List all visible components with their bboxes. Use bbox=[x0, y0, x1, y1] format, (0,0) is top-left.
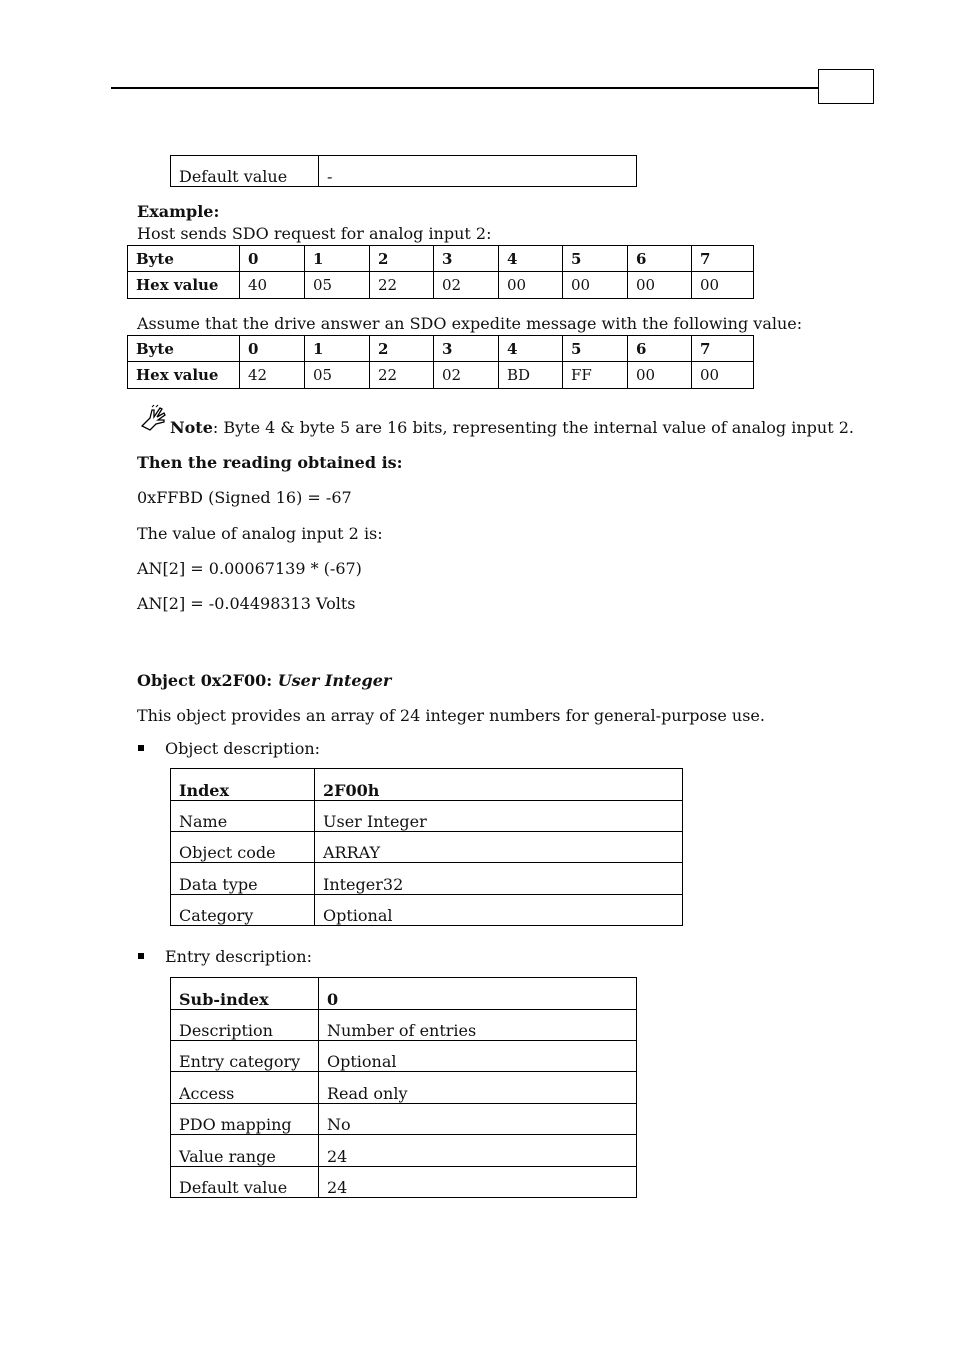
sdo-request-table bbox=[127, 245, 754, 299]
hex-cell: BD bbox=[499, 362, 563, 389]
object-desc-label: Object description: bbox=[165, 739, 321, 758]
byte-cell: 3 bbox=[434, 336, 499, 362]
entry-desc-label: Entry description: bbox=[165, 947, 312, 966]
table-value: 2F00h bbox=[315, 769, 683, 801]
default-value-value: - bbox=[319, 156, 637, 187]
byte-cell: 0 bbox=[240, 246, 305, 272]
hex-label: Hex value bbox=[128, 362, 240, 389]
hex-cell: 00 bbox=[499, 272, 563, 299]
byte-cell: 0 bbox=[240, 336, 305, 362]
example-heading: Example: bbox=[137, 202, 220, 221]
object-description-table bbox=[170, 768, 683, 926]
table-key: Entry category bbox=[171, 1041, 319, 1072]
byte-cell: 2 bbox=[370, 246, 434, 272]
byte-label: Byte bbox=[128, 336, 240, 362]
reading-heading: Then the reading obtained is: bbox=[137, 453, 403, 472]
hex-cell: 22 bbox=[370, 272, 434, 299]
analog-formula: AN[2] = 0.00067139 * (-67) bbox=[137, 559, 362, 578]
entry-description-table bbox=[170, 977, 637, 1198]
hex-cell: 22 bbox=[370, 362, 434, 389]
note-line bbox=[170, 418, 854, 437]
table-value: User Integer bbox=[315, 801, 683, 832]
hex-cell: 42 bbox=[240, 362, 305, 389]
table-key: Sub-index bbox=[171, 978, 319, 1010]
table-value: No bbox=[319, 1104, 637, 1135]
object-description: This object provides an array of 24 integer numbers for general-purpose use. bbox=[137, 706, 765, 725]
byte-cell: 3 bbox=[434, 246, 499, 272]
object-title-italic: User Integer bbox=[277, 671, 392, 690]
hex-cell: 00 bbox=[692, 272, 754, 299]
table-value: 0 bbox=[319, 978, 637, 1010]
table-key: Access bbox=[171, 1072, 319, 1104]
table-key: PDO mapping bbox=[171, 1104, 319, 1135]
table-key: Description bbox=[171, 1010, 319, 1041]
table-value: ARRAY bbox=[315, 832, 683, 863]
hex-cell: 00 bbox=[628, 272, 692, 299]
note-label: Note bbox=[170, 418, 213, 437]
example-intro: Host sends SDO request for analog input 2: bbox=[137, 224, 492, 243]
hex-cell: 02 bbox=[434, 362, 499, 389]
hex-cell: 00 bbox=[692, 362, 754, 389]
table-key: Name bbox=[171, 801, 315, 832]
byte-label: Byte bbox=[128, 246, 240, 272]
table-key: Category bbox=[171, 895, 315, 926]
byte-cell: 1 bbox=[305, 336, 370, 362]
default-value-table bbox=[170, 155, 637, 187]
assume-text: Assume that the drive answer an SDO expedite message with the following value: bbox=[137, 314, 803, 333]
header-rule bbox=[111, 87, 819, 89]
bullet bbox=[138, 745, 144, 751]
byte-cell: 5 bbox=[563, 336, 628, 362]
table-value: Optional bbox=[319, 1041, 637, 1072]
byte-cell: 1 bbox=[305, 246, 370, 272]
table-key: Value range bbox=[171, 1135, 319, 1167]
hex-cell: 02 bbox=[434, 272, 499, 299]
default-value-label: Default value bbox=[171, 156, 319, 187]
byte-cell: 5 bbox=[563, 246, 628, 272]
note-text: : Byte 4 & byte 5 are 16 bits, representing the internal value of analog input 2. bbox=[212, 418, 854, 437]
table-value: Number of entries bbox=[319, 1010, 637, 1041]
table-value: 24 bbox=[319, 1135, 637, 1167]
byte-cell: 7 bbox=[692, 246, 754, 272]
byte-cell: 6 bbox=[628, 246, 692, 272]
hex-cell: 00 bbox=[628, 362, 692, 389]
hex-cell: 00 bbox=[563, 272, 628, 299]
object-title-bold: Object 0x2F00: bbox=[137, 671, 278, 690]
table-key: Data type bbox=[171, 863, 315, 895]
hex-cell: 05 bbox=[305, 272, 370, 299]
table-key: Default value bbox=[171, 1167, 319, 1198]
byte-cell: 4 bbox=[499, 336, 563, 362]
note-hand-icon bbox=[138, 404, 168, 434]
byte-cell: 7 bbox=[692, 336, 754, 362]
hex-cell: FF bbox=[563, 362, 628, 389]
table-key: Index bbox=[171, 769, 315, 801]
table-value: Optional bbox=[315, 895, 683, 926]
table-value: Read only bbox=[319, 1072, 637, 1104]
table-value: 24 bbox=[319, 1167, 637, 1198]
object-title bbox=[137, 671, 391, 690]
reading-value: 0xFFBD (Signed 16) = -67 bbox=[137, 488, 352, 507]
hex-cell: 40 bbox=[240, 272, 305, 299]
byte-cell: 4 bbox=[499, 246, 563, 272]
hex-label: Hex value bbox=[128, 272, 240, 299]
hex-cell: 05 bbox=[305, 362, 370, 389]
analog-intro: The value of analog input 2 is: bbox=[137, 524, 383, 543]
bullet bbox=[138, 953, 144, 959]
sdo-response-table bbox=[127, 335, 754, 389]
byte-cell: 6 bbox=[628, 336, 692, 362]
analog-result: AN[2] = -0.04498313 Volts bbox=[137, 594, 356, 613]
byte-cell: 2 bbox=[370, 336, 434, 362]
page-number-box bbox=[818, 69, 874, 104]
table-value: Integer32 bbox=[315, 863, 683, 895]
table-key: Object code bbox=[171, 832, 315, 863]
